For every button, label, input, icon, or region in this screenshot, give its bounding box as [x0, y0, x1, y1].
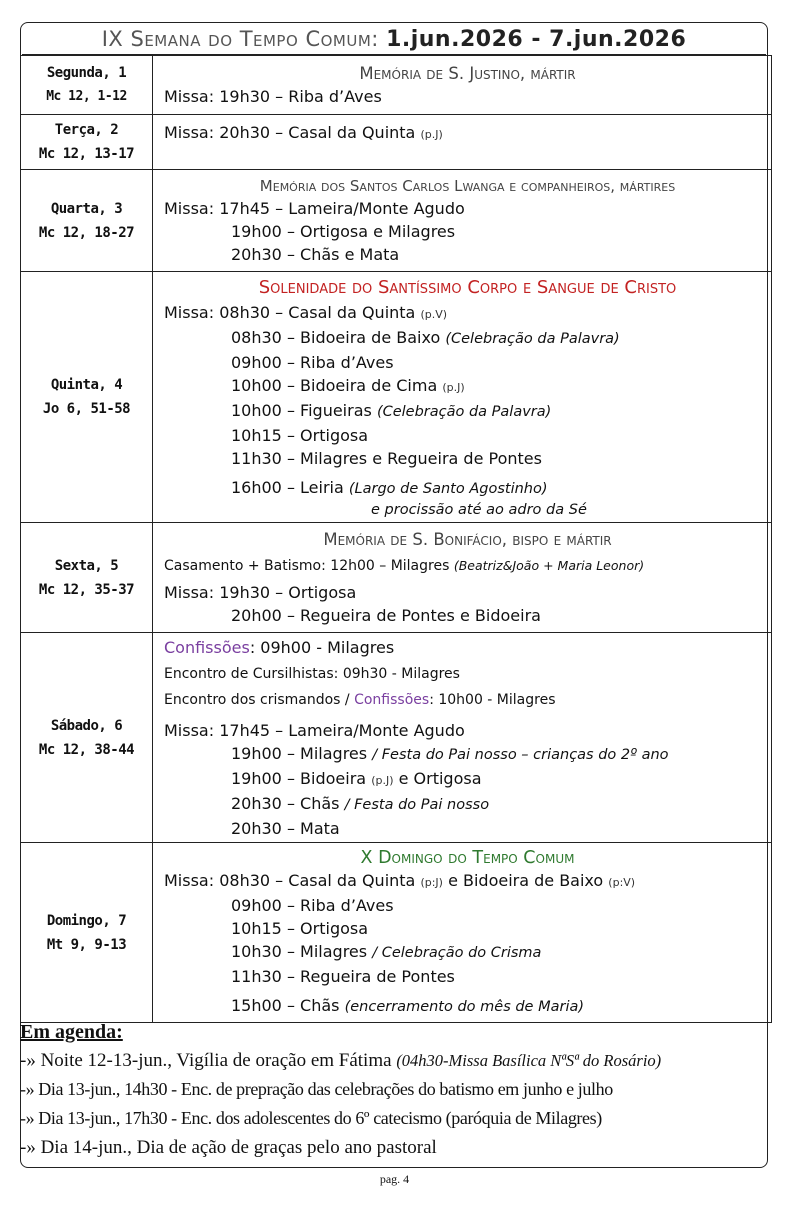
day-cell	[21, 170, 153, 272]
mass-line: 19h00 – Milagres / Festa do Pai nosso – crianças do 2º ano	[231, 744, 669, 763]
feast-title: Memória dos Santos Carlos Lwanga e companheiros, mártires	[259, 177, 676, 195]
day-content	[153, 843, 772, 1023]
day-reading: Mc 12, 38-44	[38, 741, 135, 758]
day-cell	[21, 115, 153, 170]
mass-line: Missa: 08h30 – Casal da Quinta (p.V)	[164, 303, 448, 322]
day-content	[153, 272, 772, 523]
day-reading: Mt 9, 9-13	[46, 936, 127, 953]
mass-line: 10h30 – Milagres / Celebração do Crisma	[231, 941, 542, 961]
mass-line: 10h00 – Bidoeira de Cima (p.J)	[231, 376, 465, 395]
day-content	[153, 523, 772, 633]
day-content	[153, 56, 772, 115]
day-cell	[21, 523, 153, 633]
day-reading: Mc 12, 13-17	[38, 146, 135, 162]
day-cell	[21, 56, 153, 115]
mass-line: 10h15 – Ortigosa	[231, 426, 369, 445]
mass-line: Missa: 19h30 – Ortigosa	[164, 582, 357, 602]
table-row-sexta	[21, 523, 772, 633]
table-row-quarta	[21, 170, 772, 272]
event-line: Casamento + Batismo: 12h00 – Milagres (Beatriz&João + Maria Leonor)	[164, 557, 645, 574]
day-reading: Jo 6, 51-58	[42, 401, 131, 417]
day-content	[153, 633, 772, 843]
mass-line: 20h00 – Regueira de Pontes e Bidoeira	[231, 605, 541, 625]
week-header	[22, 24, 766, 55]
page-number: pag. 4	[379, 1172, 410, 1186]
mass-line: Missa: 08h30 – Casal da Quinta (p:J) e Bidoeira de Baixo (p:V)	[164, 870, 636, 890]
table-row-domingo	[21, 843, 772, 1023]
table-row-sabado	[21, 633, 772, 843]
mass-line: 11h30 – Milagres e Regueira de Pontes	[231, 449, 542, 468]
day-reading: Mc 12, 1-12	[46, 89, 127, 104]
day-cell	[21, 843, 153, 1023]
week-dates: 1.jun.2026 - 7.jun.2026	[386, 27, 687, 52]
day-label: Domingo, 7	[46, 912, 127, 929]
day-reading: Mc 12, 18-27	[38, 224, 135, 241]
mass-line: 10h00 – Figueiras (Celebração da Palavra)	[231, 401, 552, 420]
mass-line: Missa: 17h45 – Lameira/Monte Agudo	[164, 721, 465, 740]
agenda-item: -» Dia 13-jun., 14h30 - Enc. de prepração das celebrações do batismo em junho e julho	[20, 1079, 613, 1099]
mass-line: 09h00 – Riba d’Aves	[231, 353, 394, 372]
mass-line: 16h00 – Leiria (Largo de Santo Agostinho)	[231, 478, 548, 497]
mass-line: 19h00 – Ortigosa e Milagres	[231, 222, 456, 241]
agenda-item: -» Dia 14-jun., Dia de ação de graças pelo ano pastoral	[20, 1137, 437, 1158]
feast-title: Memória de S. Bonifácio, bispo e mártir	[323, 529, 612, 549]
agenda-section	[20, 1018, 780, 1162]
mass-line: 19h00 – Bidoeira (p.J) e Ortigosa	[231, 769, 482, 788]
mass-line: 09h00 – Riba d’Aves	[231, 895, 394, 915]
day-content	[153, 170, 772, 272]
mass-line: 11h30 – Regueira de Pontes	[231, 966, 455, 986]
day-label: Sábado, 6	[50, 717, 123, 734]
mass-line: 10h15 – Ortigosa	[231, 918, 369, 938]
mass-line: 15h00 – Chãs (encerramento do mês de Maria)	[231, 995, 585, 1015]
mass-line: 08h30 – Bidoeira de Baixo (Celebração da Palavra)	[231, 328, 620, 347]
table-row-quinta	[21, 272, 772, 523]
table-row-segunda	[21, 56, 772, 115]
schedule-table	[20, 55, 772, 1023]
day-content	[153, 115, 772, 170]
cursilhistas-line: Encontro de Cursilhistas: 09h30 - Milagres	[164, 666, 460, 682]
agenda-item: -» Dia 13-jun., 17h30 - Enc. dos adolescentes do 6º catecismo (paróquia de Milagres)	[20, 1108, 602, 1128]
mass-line-continuation: e procissão até ao adro da Sé	[371, 502, 587, 518]
feast-title: Solenidade do Santíssimo Corpo e Sangue de Cristo	[258, 277, 677, 298]
confession-line: Confissões: 09h00 - Milagres	[164, 638, 395, 657]
feast-title: X Domingo do Tempo Comum	[360, 847, 575, 868]
crismandos-line: Encontro dos crismandos / Confissões: 10h00 - Milagres	[164, 692, 556, 708]
day-cell	[21, 633, 153, 843]
mass-line: Missa: 17h45 – Lameira/Monte Agudo	[164, 199, 465, 218]
feast-title: Memória de S. Justino, mártir	[359, 63, 576, 83]
mass-line: Missa: 19h30 – Riba d’Aves	[164, 86, 382, 106]
mass-line: Missa: 20h30 – Casal da Quinta (p.J)	[164, 123, 443, 142]
mass-line: 20h30 – Chãs / Festa do Pai nosso	[231, 794, 490, 813]
table-row-terca	[21, 115, 772, 170]
agenda-title: Em agenda:	[20, 1021, 123, 1043]
day-label: Segunda, 1	[46, 65, 127, 81]
day-reading: Mc 12, 35-37	[38, 581, 135, 598]
day-label: Quinta, 4	[50, 377, 123, 393]
day-label: Quarta, 3	[50, 200, 123, 217]
mass-line: 20h30 – Chãs e Mata	[231, 245, 400, 264]
day-cell	[21, 272, 153, 523]
day-label: Terça, 2	[54, 122, 119, 138]
week-title: IX Semana do Tempo Comum:	[101, 27, 379, 51]
agenda-item: -» Noite 12-13-jun., Vigília de oração em Fátima (04h30-Missa Basílica NªSª do Rosário)	[20, 1050, 662, 1071]
day-label: Sexta, 5	[54, 557, 119, 574]
mass-line: 20h30 – Mata	[231, 819, 340, 838]
